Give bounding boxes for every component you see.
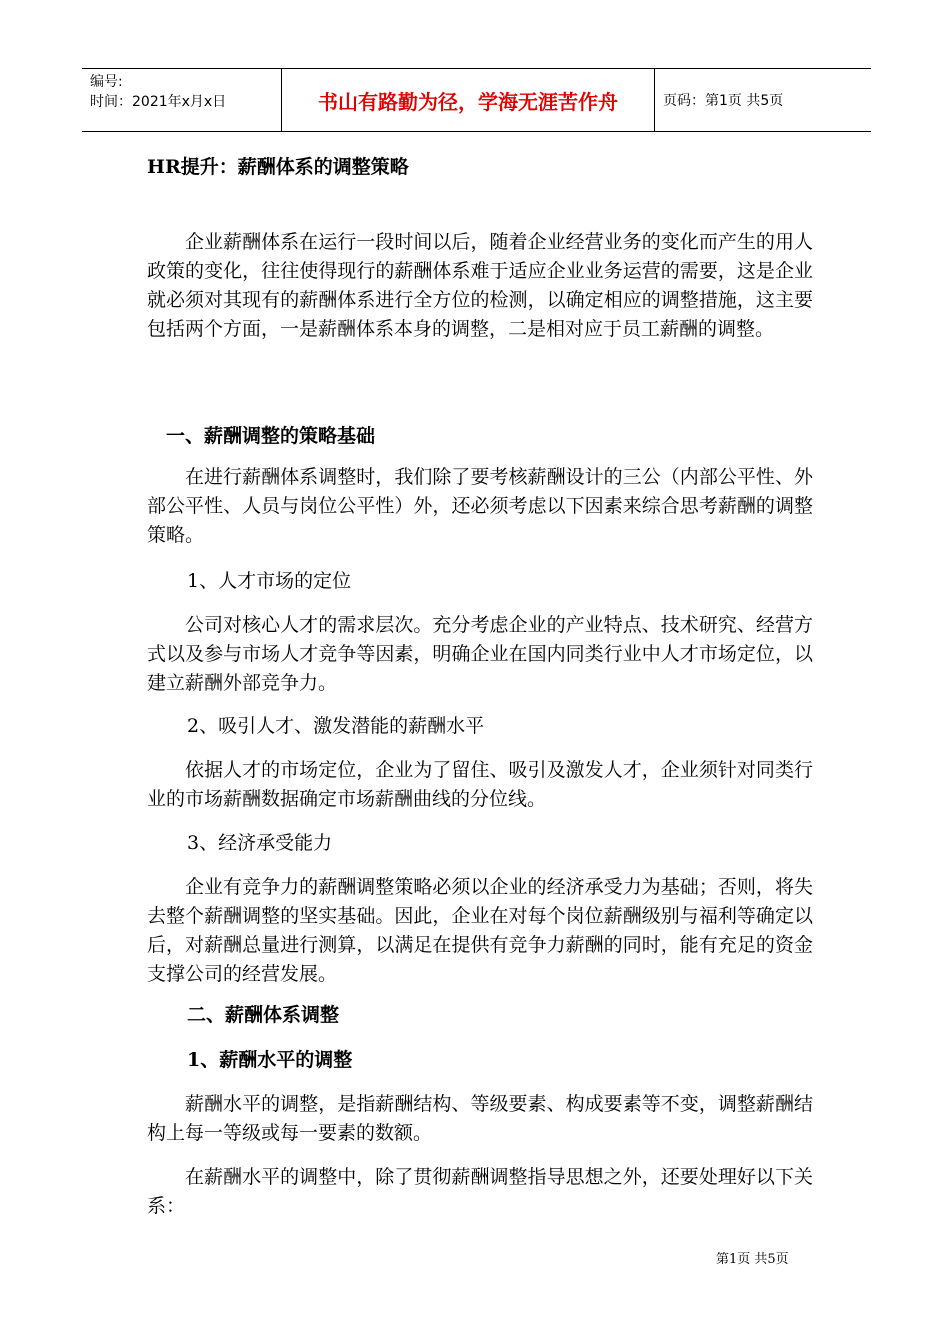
item3-heading: 3、经济承受能力 [187, 832, 333, 854]
intro-paragraph: 企业薪酬体系在运行一段时间以后，随着企业经营业务的变化而产生的用人政策的变化，往往使得现行的薪酬体系难于适应企业业务运营的需要，这是企业就必须对其现有的薪酬体系进行全方位的检测，以确定相应的调整措施，这主要包括两个方面，一是薪酬体系本身的调整，二是相对应于员工薪酬的调整。 [147, 231, 813, 340]
section2-paragraph2: 在薪酬水平的调整中，除了贯彻薪酬调整指导思想之外，还要处理好以下关系： [147, 1166, 813, 1217]
item3-paragraph: 企业有竞争力的薪酬调整策略必须以企业的经济承受力为基础；否则，将失去整个薪酬调整的坚实基础。因此，企业在对每个岗位薪酬级别与福利等确定以后，对薪酬总量进行测算，以满足在提供有竞争力薪酬的同时，能有充足的资金支撑公司的经营发展。 [147, 876, 813, 985]
footer-page-number: 第1页 共5页 [716, 1252, 789, 1267]
page-header [82, 68, 871, 132]
header-page-number: 页码：第1页 共5页 [663, 93, 784, 109]
section2-subheading: 1、薪酬水平的调整 [187, 1049, 353, 1071]
item2-paragraph: 依据人才的市场定位，企业为了留住、吸引及激发人才，企业须针对同类行业的市场薪酬数据确定市场薪酬曲线的分位线。 [147, 759, 813, 810]
document-title: HR提升：薪酬体系的调整策略 [147, 156, 409, 178]
section1-heading: 一、薪酬调整的策略基础 [166, 425, 376, 447]
document-number-label: 编号: [90, 74, 123, 90]
section2-paragraph1: 薪酬水平的调整，是指薪酬结构、等级要素、构成要素等不变，调整薪酬结构上每一等级或每一要素的数额。 [147, 1093, 813, 1144]
item2-heading: 2、吸引人才、激发潜能的薪酬水平 [187, 715, 485, 737]
header-meta [82, 69, 282, 131]
item1-heading: 1、人才市场的定位 [187, 570, 352, 592]
item1-paragraph: 公司对核心人才的需求层次。充分考虑企业的产业特点、技术研究、经营方式以及参与市场人才竞争等因素，明确企业在国内同类行业中人才市场定位，以建立薪酬外部竞争力。 [147, 614, 813, 694]
document-time-label: 时间：2021年x月x日 [90, 94, 227, 110]
section1-paragraph: 在进行薪酬体系调整时，我们除了要考核薪酬设计的三公（内部公平性、外部公平性、人员与岗位公平性）外，还必须考虑以下因素来综合思考薪酬的调整策略。 [147, 466, 813, 546]
header-motto: 书山有路勤为径，学海无涯苦作舟 [282, 69, 655, 131]
section2-heading: 二、薪酬体系调整 [187, 1004, 340, 1026]
